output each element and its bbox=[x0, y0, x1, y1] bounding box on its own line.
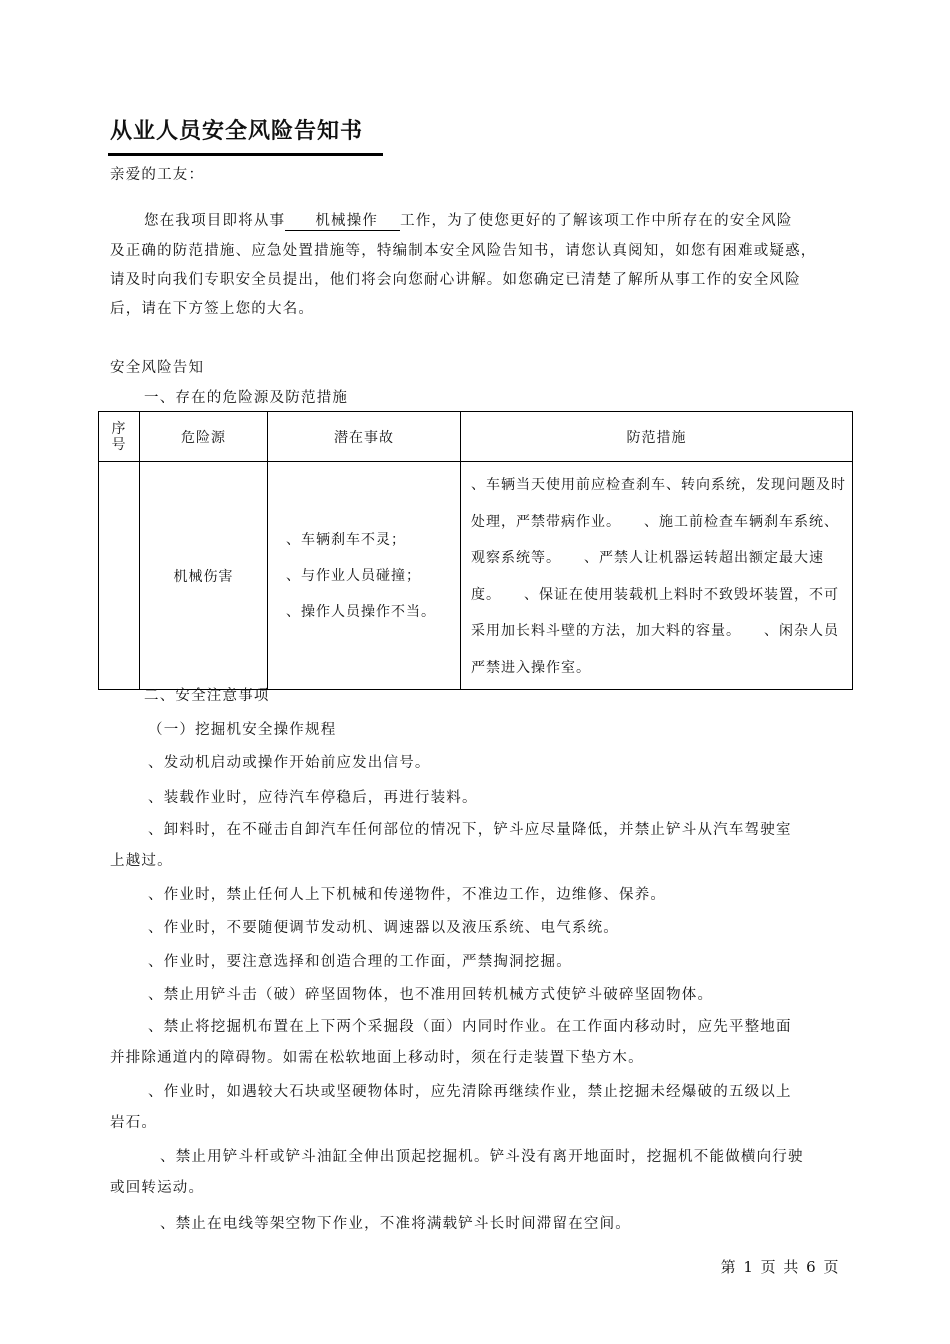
accident-item: 、与作业人员碰撞； bbox=[286, 567, 421, 584]
intro-line-3: 请及时向我们专职安全员提出，他们将会向您耐心讲解。如您确定已清楚了解所从事工作的安全风险 bbox=[110, 272, 801, 288]
part2-heading: 二、安全注意事项 bbox=[144, 688, 270, 704]
rule-line: 或回转运动。 bbox=[110, 1180, 205, 1196]
title-underline bbox=[108, 153, 383, 156]
section-heading: 安全风险告知 bbox=[110, 360, 205, 376]
accident-item: 、车辆刹车不灵； bbox=[286, 531, 406, 548]
accident-item: 、操作人员操作不当。 bbox=[286, 603, 436, 620]
rule-line: 、卸料时，在不碰击自卸汽车任何部位的情况下，铲斗应尽量降低，并禁止铲斗从汽车驾驶室 bbox=[148, 822, 792, 838]
rule-line: 、禁止用铲斗击（破）碎坚固物体，也不准用回转机械方式使铲斗破碎坚固物体。 bbox=[148, 987, 714, 1003]
page-number: 第 1 页 共 6 页 bbox=[720, 1258, 840, 1276]
header-hazard: 危险源 bbox=[140, 412, 268, 462]
intro-line-4: 后，请在下方签上您的大名。 bbox=[110, 301, 315, 317]
intro-after-job: 工作，为了使您更好的了解该项工作中所存在的安全风险 bbox=[400, 213, 793, 229]
header-measures: 防范措施 bbox=[461, 412, 853, 462]
intro-line-1 bbox=[144, 209, 793, 231]
rule-line: 、禁止用铲斗杆或铲斗油缸全伸出顶起挖掘机。铲斗没有离开地面时，挖掘机不能做横向行驶 bbox=[160, 1149, 804, 1165]
cell-index bbox=[99, 462, 140, 690]
header-index: 序 号 bbox=[99, 412, 140, 462]
rule-line: 、作业时，不要随便调节发动机、调速器以及液压系统、电气系统。 bbox=[148, 920, 619, 936]
table-header-row bbox=[99, 412, 853, 462]
job-field: 机械操作 bbox=[285, 209, 400, 231]
rule-line: 、作业时，禁止任何人上下机械和传递物件，不准边工作，边维修、保养。 bbox=[148, 887, 667, 903]
table-row bbox=[99, 462, 853, 690]
intro-before-job: 您在我项目即将从事 bbox=[144, 213, 286, 229]
rule-line: 、禁止将挖掘机布置在上下两个采掘段（面）内同时作业。在工作面内移动时，应先平整地面 bbox=[148, 1019, 792, 1035]
cell-hazard: 机械伤害 bbox=[140, 462, 268, 690]
rule-line: 并排除通道内的障碍物。如需在松软地面上移动时，须在行走装置下垫方木。 bbox=[110, 1050, 644, 1066]
risk-table bbox=[98, 411, 853, 690]
rule-line: 、禁止在电线等架空物下作业，不准将满载铲斗长时间滞留在空间。 bbox=[160, 1216, 631, 1232]
rule-line: 岩石。 bbox=[110, 1115, 158, 1131]
rule-line: 、发动机启动或操作开始前应发出信号。 bbox=[148, 755, 431, 771]
cell-measures: 、车辆当天使用前应检查刹车、转向系统，发现问题及时处理，严禁带病作业。 、施工前检查车辆刹车系统、观察系统等。 、严禁人让机器运转超出额定最大速度。 、保证在使用装载机上料时不致毁坏装置，不可采用加长料斗壁的方法，加大料的容量。 、闲杂人员严禁进入操作室。 bbox=[461, 462, 853, 690]
header-accidents: 潜在事故 bbox=[268, 412, 461, 462]
rule-line: 上越过。 bbox=[110, 853, 173, 869]
subsection-heading: （一）挖掘机安全操作规程 bbox=[148, 722, 337, 738]
document-title: 从业人员安全风险告知书 bbox=[110, 119, 364, 144]
part1-heading: 一、存在的危险源及防范措施 bbox=[144, 390, 349, 406]
greeting: 亲爱的工友： bbox=[110, 167, 205, 183]
rule-line: 、作业时，要注意选择和创造合理的工作面，严禁掏洞挖掘。 bbox=[148, 954, 572, 970]
cell-accidents bbox=[268, 462, 461, 690]
intro-line-2: 及正确的防范措施、应急处置措施等，特编制本安全风险告知书，请您认真阅知，如您有困难或疑惑， bbox=[110, 243, 817, 259]
rule-line: 、装载作业时，应待汽车停稳后，再进行装料。 bbox=[148, 790, 478, 806]
rule-line: 、作业时，如遇较大石块或坚硬物体时，应先清除再继续作业，禁止挖掘未经爆破的五级以上 bbox=[148, 1084, 792, 1100]
